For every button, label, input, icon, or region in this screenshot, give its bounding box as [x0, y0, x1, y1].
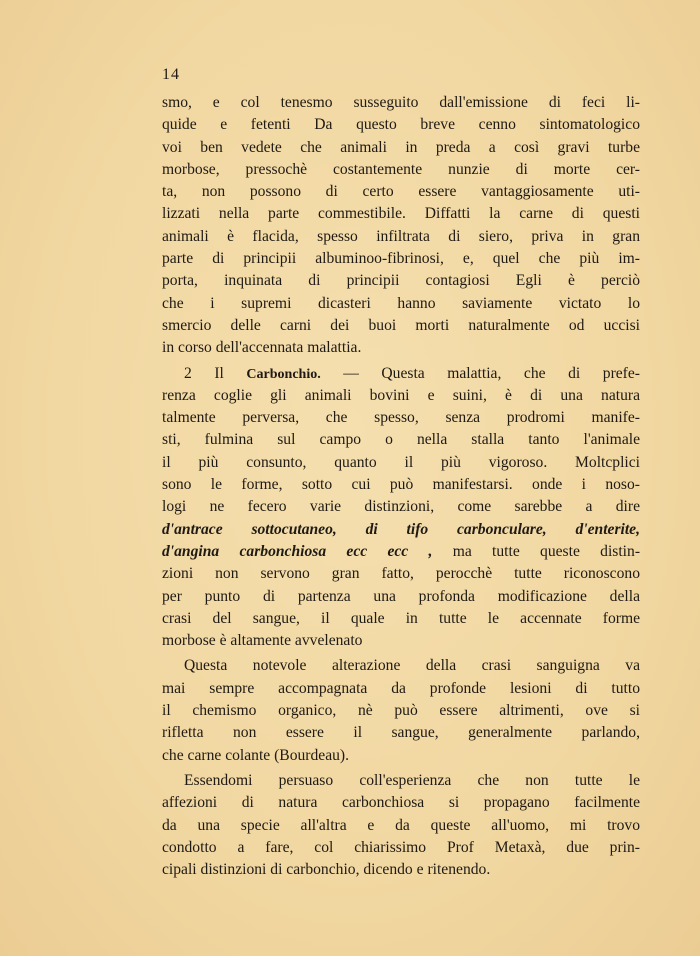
paragraph-3 [162, 655, 640, 766]
text-line: crasi del sangue, il quale in tutte le accennate forme [162, 609, 640, 627]
text-span: ma tutte queste distin- [452, 542, 641, 560]
text-line: che i supremi dicasteri hanno saviamente victato lo [162, 294, 640, 312]
section-term: Carbonchio. [246, 366, 321, 382]
italic-text: d'angina carbonchiosa ecc ecc , [162, 542, 433, 560]
text-line: talmente perversa, che spesso, senza prodromi manife- [162, 409, 640, 427]
body-text [162, 92, 640, 884]
text-line: Questa notevole alterazione della crasi sanguigna va [184, 657, 640, 675]
text-line: smercio delle carni dei buoi morti naturalmente od uccisi [162, 316, 640, 334]
paragraph-4 [162, 770, 640, 881]
text-line: morbose è altamente avvelenato [162, 632, 363, 650]
text-line: morbose, pressochè costantemente nunzie di morte cer- [162, 160, 640, 178]
mixed-text-line [162, 541, 640, 563]
paragraph-carbonchio [162, 363, 640, 653]
text-line: lizzati nella parte commestibile. Diffatti la carne di questi [162, 205, 640, 223]
text-line: parte di principii albuminoo-fibrinosi, e, quel che più im- [162, 250, 640, 268]
text-line: cipali distinzioni di carbonchio, dicendo e ritenendo. [162, 861, 491, 879]
text-line: il più consunto, quanto il più vigoroso. Moltcplici [162, 453, 640, 471]
text-line: da una specie all'altra e da queste all'uomo, mi trovo [162, 816, 640, 834]
text-line: animali è flacida, spesso infiltrata di siero, priva in gran [162, 227, 640, 245]
text-line: rifletta non essere il sangue, generalmente parlando, [162, 724, 640, 742]
text-line: il chemismo organico, nè può essere altrimenti, ove si [162, 702, 640, 720]
text-line: voi ben vedete che animali in preda a così gravi turbe [162, 138, 640, 156]
text-line: condotto a fare, col chiarissimo Prof Metaxà, due prin- [162, 838, 640, 856]
section-number: 2 Il [184, 364, 224, 382]
text-line: Essendomi persuaso coll'esperienza che non tutte le [184, 771, 640, 789]
text-line: smo, e col tenesmo susseguito dall'emissione di feci li- [162, 94, 640, 111]
text-line: mai sempre accompagnata da profonde lesioni di tutto [162, 679, 640, 697]
page-number: 14 [162, 66, 180, 83]
text-line: in corso dell'accennata malattia. [162, 339, 362, 357]
text-line: che carne colante (Bourdeau). [162, 746, 350, 764]
text-line: porta, inquinata di principii contagiosi Egli è perciò [162, 272, 640, 290]
section-heading-text: — Questa malattia, che di prefe- [343, 364, 640, 382]
text-line: sono le forme, sotto cui può manifestarsi. onde i noso- [162, 476, 640, 494]
text-line: zioni non servono gran fatto, perocchè tutte riconoscono [162, 565, 640, 583]
text-line: renza coglie gli animali bovini e suini, è di una natura [162, 386, 640, 404]
text-line: logi ne fecero varie distinzioni, come sarebbe a dire [162, 498, 640, 516]
text-line: ta, non possono di certo essere vantaggiosamente uti- [162, 183, 640, 201]
text-line: quide e fetenti Da questo breve cenno sintomatologico [162, 116, 640, 134]
section-heading-line [162, 363, 640, 385]
text-line: affezioni di natura carbonchiosa si propagano facilmente [162, 794, 640, 812]
paragraph-1 [162, 92, 640, 360]
italic-text-line: d'antrace sottocutaneo, di tifo carbonculare, d'enterite, [162, 520, 640, 538]
text-line: sti, fulmina sul campo o nella stalla tanto l'animale [162, 431, 640, 449]
text-line: per punto di partenza una profonda modificazione della [162, 587, 640, 605]
